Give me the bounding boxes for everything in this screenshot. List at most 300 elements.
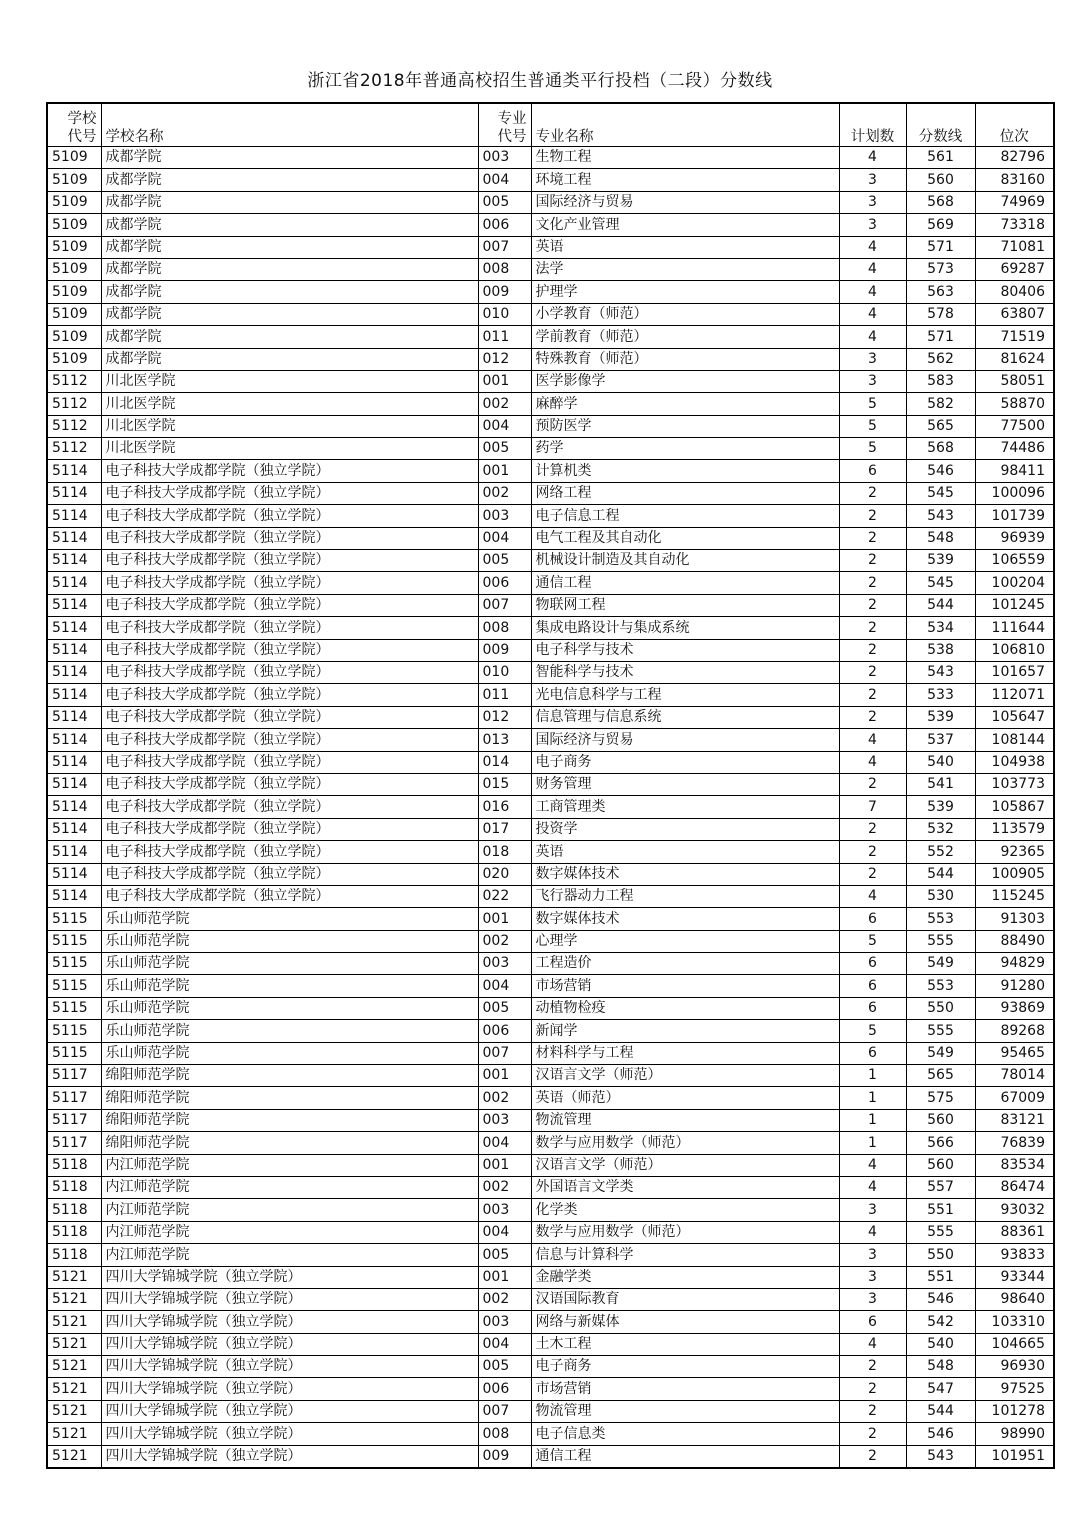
cell-rank: 108144 bbox=[975, 729, 1054, 751]
cell-school-code: 5114 bbox=[47, 729, 101, 751]
cell-school-name: 内江师范学院 bbox=[101, 1199, 478, 1221]
cell-school-name: 内江师范学院 bbox=[101, 1221, 478, 1243]
cell-rank: 81624 bbox=[975, 348, 1054, 370]
table-row bbox=[47, 1333, 1054, 1355]
cell-major-name: 信息与计算科学 bbox=[531, 1244, 839, 1266]
cell-major-name: 物流管理 bbox=[531, 1109, 839, 1131]
cell-rank: 73318 bbox=[975, 214, 1054, 236]
cell-score: 549 bbox=[906, 953, 975, 975]
cell-school-name: 乐山师范学院 bbox=[101, 975, 478, 997]
cell-major-name: 市场营销 bbox=[531, 1378, 839, 1400]
cell-score: 555 bbox=[906, 930, 975, 952]
cell-school-name: 绵阳师范学院 bbox=[101, 1132, 478, 1154]
cell-major-code: 005 bbox=[478, 1244, 531, 1266]
cell-rank: 97525 bbox=[975, 1378, 1054, 1400]
cell-school-code: 5112 bbox=[47, 393, 101, 415]
cell-plan: 4 bbox=[839, 1333, 906, 1355]
cell-plan: 6 bbox=[839, 975, 906, 997]
header-score: 分数线 bbox=[906, 103, 975, 147]
cell-major-name: 电气工程及其自动化 bbox=[531, 527, 839, 549]
cell-rank: 69287 bbox=[975, 258, 1054, 280]
cell-major-name: 物流管理 bbox=[531, 1400, 839, 1422]
table-row bbox=[47, 393, 1054, 415]
cell-school-code: 5114 bbox=[47, 505, 101, 527]
cell-major-code: 004 bbox=[478, 975, 531, 997]
cell-school-name: 川北医学院 bbox=[101, 415, 478, 437]
table-row bbox=[47, 527, 1054, 549]
table-row bbox=[47, 370, 1054, 392]
cell-major-name: 财务管理 bbox=[531, 773, 839, 795]
cell-major-code: 011 bbox=[478, 326, 531, 348]
table-row bbox=[47, 415, 1054, 437]
table-header bbox=[47, 103, 1054, 147]
cell-major-code: 008 bbox=[478, 1423, 531, 1445]
cell-school-code: 5114 bbox=[47, 482, 101, 504]
cell-score: 533 bbox=[906, 684, 975, 706]
cell-score: 534 bbox=[906, 617, 975, 639]
cell-school-name: 川北医学院 bbox=[101, 438, 478, 460]
cell-school-code: 5114 bbox=[47, 617, 101, 639]
cell-school-code: 5118 bbox=[47, 1176, 101, 1198]
table-row bbox=[47, 482, 1054, 504]
table-row bbox=[47, 236, 1054, 258]
cell-score: 532 bbox=[906, 818, 975, 840]
cell-major-code: 002 bbox=[478, 1087, 531, 1109]
cell-major-code: 003 bbox=[478, 147, 531, 169]
cell-rank: 88361 bbox=[975, 1221, 1054, 1243]
cell-major-code: 003 bbox=[478, 1109, 531, 1131]
cell-plan: 4 bbox=[839, 1221, 906, 1243]
cell-school-code: 5121 bbox=[47, 1311, 101, 1333]
cell-school-name: 成都学院 bbox=[101, 191, 478, 213]
cell-major-code: 001 bbox=[478, 908, 531, 930]
cell-rank: 82796 bbox=[975, 147, 1054, 169]
cell-score: 537 bbox=[906, 729, 975, 751]
cell-school-name: 电子科技大学成都学院（独立学院） bbox=[101, 617, 478, 639]
cell-school-name: 乐山师范学院 bbox=[101, 997, 478, 1019]
cell-plan: 2 bbox=[839, 572, 906, 594]
cell-school-name: 绵阳师范学院 bbox=[101, 1087, 478, 1109]
header-school-name: 学校名称 bbox=[101, 103, 478, 147]
table-row bbox=[47, 773, 1054, 795]
table-row bbox=[47, 258, 1054, 280]
table-row bbox=[47, 818, 1054, 840]
cell-school-name: 内江师范学院 bbox=[101, 1154, 478, 1176]
cell-school-name: 电子科技大学成都学院（独立学院） bbox=[101, 729, 478, 751]
cell-school-code: 5121 bbox=[47, 1266, 101, 1288]
cell-plan: 4 bbox=[839, 326, 906, 348]
cell-major-code: 007 bbox=[478, 1042, 531, 1064]
cell-major-code: 004 bbox=[478, 1221, 531, 1243]
cell-school-name: 四川大学锦城学院（独立学院） bbox=[101, 1400, 478, 1422]
header-major-code-top: 专业 bbox=[497, 111, 527, 127]
cell-score: 582 bbox=[906, 393, 975, 415]
table-row bbox=[47, 1356, 1054, 1378]
cell-major-code: 007 bbox=[478, 1400, 531, 1422]
cell-major-code: 006 bbox=[478, 572, 531, 594]
cell-school-name: 电子科技大学成都学院（独立学院） bbox=[101, 594, 478, 616]
table-row bbox=[47, 326, 1054, 348]
cell-major-code: 002 bbox=[478, 482, 531, 504]
cell-school-name: 电子科技大学成都学院（独立学院） bbox=[101, 572, 478, 594]
cell-score: 566 bbox=[906, 1132, 975, 1154]
table-row bbox=[47, 729, 1054, 751]
cell-major-name: 智能科学与技术 bbox=[531, 661, 839, 683]
cell-major-name: 信息管理与信息系统 bbox=[531, 706, 839, 728]
cell-score: 578 bbox=[906, 303, 975, 325]
cell-rank: 76839 bbox=[975, 1132, 1054, 1154]
cell-school-code: 5115 bbox=[47, 1020, 101, 1042]
cell-rank: 98990 bbox=[975, 1423, 1054, 1445]
cell-school-name: 成都学院 bbox=[101, 326, 478, 348]
cell-rank: 106810 bbox=[975, 639, 1054, 661]
cell-major-code: 009 bbox=[478, 1445, 531, 1468]
cell-school-name: 乐山师范学院 bbox=[101, 1042, 478, 1064]
cell-school-code: 5114 bbox=[47, 773, 101, 795]
cell-plan: 4 bbox=[839, 885, 906, 907]
cell-school-name: 电子科技大学成都学院（独立学院） bbox=[101, 639, 478, 661]
cell-school-name: 四川大学锦城学院（独立学院） bbox=[101, 1311, 478, 1333]
table-row bbox=[47, 1311, 1054, 1333]
cell-major-name: 小学教育（师范） bbox=[531, 303, 839, 325]
cell-major-name: 国际经济与贸易 bbox=[531, 729, 839, 751]
table-row bbox=[47, 550, 1054, 572]
cell-score: 555 bbox=[906, 1221, 975, 1243]
cell-score: 539 bbox=[906, 706, 975, 728]
cell-school-name: 成都学院 bbox=[101, 169, 478, 191]
cell-major-code: 002 bbox=[478, 1176, 531, 1198]
table-row bbox=[47, 1244, 1054, 1266]
cell-school-code: 5121 bbox=[47, 1445, 101, 1468]
header-school-code-top: 学校 bbox=[67, 111, 97, 127]
cell-major-name: 机械设计制造及其自动化 bbox=[531, 550, 839, 572]
cell-plan: 3 bbox=[839, 348, 906, 370]
cell-major-name: 电子信息工程 bbox=[531, 505, 839, 527]
cell-school-name: 四川大学锦城学院（独立学院） bbox=[101, 1333, 478, 1355]
cell-rank: 67009 bbox=[975, 1087, 1054, 1109]
cell-major-code: 020 bbox=[478, 863, 531, 885]
cell-rank: 89268 bbox=[975, 1020, 1054, 1042]
cell-school-code: 5109 bbox=[47, 169, 101, 191]
table-row bbox=[47, 1288, 1054, 1310]
cell-rank: 100905 bbox=[975, 863, 1054, 885]
cell-score: 575 bbox=[906, 1087, 975, 1109]
cell-school-code: 5115 bbox=[47, 1042, 101, 1064]
cell-plan: 3 bbox=[839, 1288, 906, 1310]
table-row bbox=[47, 1400, 1054, 1422]
cell-school-name: 电子科技大学成都学院（独立学院） bbox=[101, 505, 478, 527]
cell-school-code: 5114 bbox=[47, 706, 101, 728]
cell-plan: 3 bbox=[839, 1199, 906, 1221]
header-rank: 位次 bbox=[975, 103, 1054, 147]
cell-school-name: 乐山师范学院 bbox=[101, 953, 478, 975]
cell-score: 560 bbox=[906, 1154, 975, 1176]
cell-school-name: 电子科技大学成都学院（独立学院） bbox=[101, 684, 478, 706]
cell-school-code: 5114 bbox=[47, 818, 101, 840]
cell-major-code: 003 bbox=[478, 505, 531, 527]
cell-rank: 112071 bbox=[975, 684, 1054, 706]
table-row bbox=[47, 572, 1054, 594]
cell-rank: 101278 bbox=[975, 1400, 1054, 1422]
cell-score: 539 bbox=[906, 550, 975, 572]
cell-major-name: 电子商务 bbox=[531, 751, 839, 773]
cell-rank: 71081 bbox=[975, 236, 1054, 258]
cell-rank: 101739 bbox=[975, 505, 1054, 527]
cell-rank: 100096 bbox=[975, 482, 1054, 504]
cell-score: 543 bbox=[906, 505, 975, 527]
cell-rank: 92365 bbox=[975, 841, 1054, 863]
cell-score: 544 bbox=[906, 1400, 975, 1422]
cell-rank: 88490 bbox=[975, 930, 1054, 952]
cell-school-code: 5117 bbox=[47, 1065, 101, 1087]
cell-score: 544 bbox=[906, 594, 975, 616]
cell-school-name: 成都学院 bbox=[101, 258, 478, 280]
cell-school-code: 5118 bbox=[47, 1221, 101, 1243]
cell-school-name: 四川大学锦城学院（独立学院） bbox=[101, 1288, 478, 1310]
cell-major-code: 010 bbox=[478, 661, 531, 683]
cell-school-code: 5109 bbox=[47, 147, 101, 169]
cell-major-name: 材料科学与工程 bbox=[531, 1042, 839, 1064]
cell-score: 565 bbox=[906, 415, 975, 437]
cell-major-name: 外国语言文学类 bbox=[531, 1176, 839, 1198]
header-major-code-bottom: 代号 bbox=[497, 129, 527, 145]
cell-rank: 80406 bbox=[975, 281, 1054, 303]
cell-rank: 95465 bbox=[975, 1042, 1054, 1064]
cell-rank: 83534 bbox=[975, 1154, 1054, 1176]
cell-plan: 3 bbox=[839, 191, 906, 213]
cell-score: 568 bbox=[906, 438, 975, 460]
cell-school-code: 5109 bbox=[47, 348, 101, 370]
cell-major-code: 009 bbox=[478, 639, 531, 661]
cell-major-name: 通信工程 bbox=[531, 572, 839, 594]
cell-school-code: 5114 bbox=[47, 684, 101, 706]
cell-rank: 63807 bbox=[975, 303, 1054, 325]
cell-school-name: 电子科技大学成都学院（独立学院） bbox=[101, 482, 478, 504]
cell-plan: 2 bbox=[839, 550, 906, 572]
table-row bbox=[47, 953, 1054, 975]
cell-score: 540 bbox=[906, 1333, 975, 1355]
table-row bbox=[47, 1042, 1054, 1064]
cell-score: 569 bbox=[906, 214, 975, 236]
cell-plan: 3 bbox=[839, 370, 906, 392]
table-row bbox=[47, 1109, 1054, 1131]
cell-school-code: 5114 bbox=[47, 841, 101, 863]
cell-school-name: 川北医学院 bbox=[101, 370, 478, 392]
cell-score: 545 bbox=[906, 482, 975, 504]
cell-plan: 3 bbox=[839, 1244, 906, 1266]
cell-plan: 1 bbox=[839, 1065, 906, 1087]
table-row bbox=[47, 214, 1054, 236]
table-row bbox=[47, 863, 1054, 885]
cell-major-code: 005 bbox=[478, 550, 531, 572]
cell-major-code: 008 bbox=[478, 258, 531, 280]
cell-school-name: 成都学院 bbox=[101, 348, 478, 370]
table-row bbox=[47, 930, 1054, 952]
cell-major-code: 004 bbox=[478, 1132, 531, 1154]
cell-school-name: 四川大学锦城学院（独立学院） bbox=[101, 1266, 478, 1288]
table-row bbox=[47, 438, 1054, 460]
cell-school-code: 5109 bbox=[47, 214, 101, 236]
cell-major-code: 006 bbox=[478, 1020, 531, 1042]
cell-major-name: 土木工程 bbox=[531, 1333, 839, 1355]
table-row bbox=[47, 348, 1054, 370]
cell-score: 548 bbox=[906, 1356, 975, 1378]
cell-major-name: 心理学 bbox=[531, 930, 839, 952]
cell-score: 555 bbox=[906, 1020, 975, 1042]
cell-major-code: 005 bbox=[478, 1356, 531, 1378]
cell-major-name: 护理学 bbox=[531, 281, 839, 303]
cell-plan: 3 bbox=[839, 214, 906, 236]
cell-score: 530 bbox=[906, 885, 975, 907]
cell-plan: 4 bbox=[839, 1154, 906, 1176]
table-row bbox=[47, 617, 1054, 639]
cell-major-name: 通信工程 bbox=[531, 1445, 839, 1468]
cell-plan: 5 bbox=[839, 415, 906, 437]
cell-major-code: 004 bbox=[478, 1333, 531, 1355]
cell-major-code: 005 bbox=[478, 997, 531, 1019]
cell-major-code: 006 bbox=[478, 214, 531, 236]
cell-major-code: 008 bbox=[478, 617, 531, 639]
cell-plan: 4 bbox=[839, 751, 906, 773]
cell-major-code: 001 bbox=[478, 1065, 531, 1087]
table-row bbox=[47, 1087, 1054, 1109]
cell-plan: 2 bbox=[839, 617, 906, 639]
cell-school-code: 5121 bbox=[47, 1400, 101, 1422]
cell-major-code: 007 bbox=[478, 236, 531, 258]
cell-major-name: 数学与应用数学（师范） bbox=[531, 1221, 839, 1243]
cell-major-code: 018 bbox=[478, 841, 531, 863]
cell-score: 546 bbox=[906, 460, 975, 482]
cell-school-code: 5114 bbox=[47, 460, 101, 482]
cell-major-name: 化学类 bbox=[531, 1199, 839, 1221]
cell-major-name: 数字媒体技术 bbox=[531, 908, 839, 930]
cell-plan: 2 bbox=[839, 1423, 906, 1445]
cell-plan: 6 bbox=[839, 953, 906, 975]
cell-score: 560 bbox=[906, 1109, 975, 1131]
cell-plan: 6 bbox=[839, 1042, 906, 1064]
cell-school-code: 5114 bbox=[47, 527, 101, 549]
cell-plan: 5 bbox=[839, 393, 906, 415]
cell-major-name: 金融学类 bbox=[531, 1266, 839, 1288]
cell-plan: 6 bbox=[839, 997, 906, 1019]
cell-major-name: 投资学 bbox=[531, 818, 839, 840]
cell-rank: 83160 bbox=[975, 169, 1054, 191]
cell-score: 550 bbox=[906, 997, 975, 1019]
cell-plan: 1 bbox=[839, 1132, 906, 1154]
cell-plan: 4 bbox=[839, 258, 906, 280]
table-row bbox=[47, 841, 1054, 863]
table-row bbox=[47, 303, 1054, 325]
cell-score: 546 bbox=[906, 1288, 975, 1310]
cell-school-code: 5121 bbox=[47, 1333, 101, 1355]
cell-major-name: 英语 bbox=[531, 841, 839, 863]
cell-rank: 71519 bbox=[975, 326, 1054, 348]
cell-score: 571 bbox=[906, 236, 975, 258]
cell-rank: 74486 bbox=[975, 438, 1054, 460]
cell-major-name: 学前教育（师范） bbox=[531, 326, 839, 348]
cell-plan: 5 bbox=[839, 930, 906, 952]
cell-major-code: 015 bbox=[478, 773, 531, 795]
cell-school-code: 5115 bbox=[47, 953, 101, 975]
table-row bbox=[47, 1266, 1054, 1288]
cell-score: 561 bbox=[906, 147, 975, 169]
cell-major-name: 汉语国际教育 bbox=[531, 1288, 839, 1310]
cell-rank: 98640 bbox=[975, 1288, 1054, 1310]
cell-score: 544 bbox=[906, 863, 975, 885]
table-row bbox=[47, 639, 1054, 661]
cell-score: 541 bbox=[906, 773, 975, 795]
header-major-name: 专业名称 bbox=[531, 103, 839, 147]
cell-major-code: 001 bbox=[478, 460, 531, 482]
cell-rank: 58870 bbox=[975, 393, 1054, 415]
cell-rank: 113579 bbox=[975, 818, 1054, 840]
cell-score: 543 bbox=[906, 1445, 975, 1468]
cell-major-code: 001 bbox=[478, 1266, 531, 1288]
cell-score: 546 bbox=[906, 1423, 975, 1445]
cell-school-name: 内江师范学院 bbox=[101, 1176, 478, 1198]
cell-school-code: 5115 bbox=[47, 908, 101, 930]
cell-major-code: 014 bbox=[478, 751, 531, 773]
cell-school-name: 四川大学锦城学院（独立学院） bbox=[101, 1356, 478, 1378]
cell-school-code: 5114 bbox=[47, 885, 101, 907]
cell-school-name: 电子科技大学成都学院（独立学院） bbox=[101, 796, 478, 818]
cell-rank: 101657 bbox=[975, 661, 1054, 683]
cell-major-name: 网络与新媒体 bbox=[531, 1311, 839, 1333]
cell-score: 571 bbox=[906, 326, 975, 348]
cell-school-code: 5112 bbox=[47, 370, 101, 392]
cell-score: 538 bbox=[906, 639, 975, 661]
cell-rank: 91280 bbox=[975, 975, 1054, 997]
cell-rank: 93833 bbox=[975, 1244, 1054, 1266]
cell-major-name: 飞行器动力工程 bbox=[531, 885, 839, 907]
cell-score: 563 bbox=[906, 281, 975, 303]
cell-plan: 6 bbox=[839, 908, 906, 930]
cell-major-name: 汉语言文学（师范） bbox=[531, 1154, 839, 1176]
cell-school-code: 5121 bbox=[47, 1378, 101, 1400]
cell-school-name: 乐山师范学院 bbox=[101, 930, 478, 952]
cell-school-name: 四川大学锦城学院（独立学院） bbox=[101, 1445, 478, 1468]
table-row bbox=[47, 706, 1054, 728]
cell-rank: 96939 bbox=[975, 527, 1054, 549]
cell-major-name: 数字媒体技术 bbox=[531, 863, 839, 885]
cell-plan: 2 bbox=[839, 639, 906, 661]
cell-school-code: 5117 bbox=[47, 1087, 101, 1109]
cell-school-code: 5115 bbox=[47, 975, 101, 997]
score-table bbox=[46, 102, 1055, 1469]
table-row bbox=[47, 997, 1054, 1019]
cell-plan: 1 bbox=[839, 1109, 906, 1131]
cell-rank: 105867 bbox=[975, 796, 1054, 818]
cell-school-code: 5114 bbox=[47, 661, 101, 683]
header-plan: 计划数 bbox=[839, 103, 906, 147]
cell-major-name: 英语 bbox=[531, 236, 839, 258]
cell-rank: 103773 bbox=[975, 773, 1054, 795]
table-row bbox=[47, 1199, 1054, 1221]
cell-major-name: 特殊教育（师范） bbox=[531, 348, 839, 370]
cell-plan: 2 bbox=[839, 505, 906, 527]
cell-major-name: 动植物检疫 bbox=[531, 997, 839, 1019]
cell-score: 553 bbox=[906, 975, 975, 997]
cell-plan: 5 bbox=[839, 438, 906, 460]
table-row bbox=[47, 1176, 1054, 1198]
cell-score: 573 bbox=[906, 258, 975, 280]
cell-plan: 2 bbox=[839, 594, 906, 616]
cell-major-code: 004 bbox=[478, 527, 531, 549]
table-row bbox=[47, 885, 1054, 907]
cell-rank: 105647 bbox=[975, 706, 1054, 728]
cell-plan: 2 bbox=[839, 1378, 906, 1400]
cell-score: 560 bbox=[906, 169, 975, 191]
